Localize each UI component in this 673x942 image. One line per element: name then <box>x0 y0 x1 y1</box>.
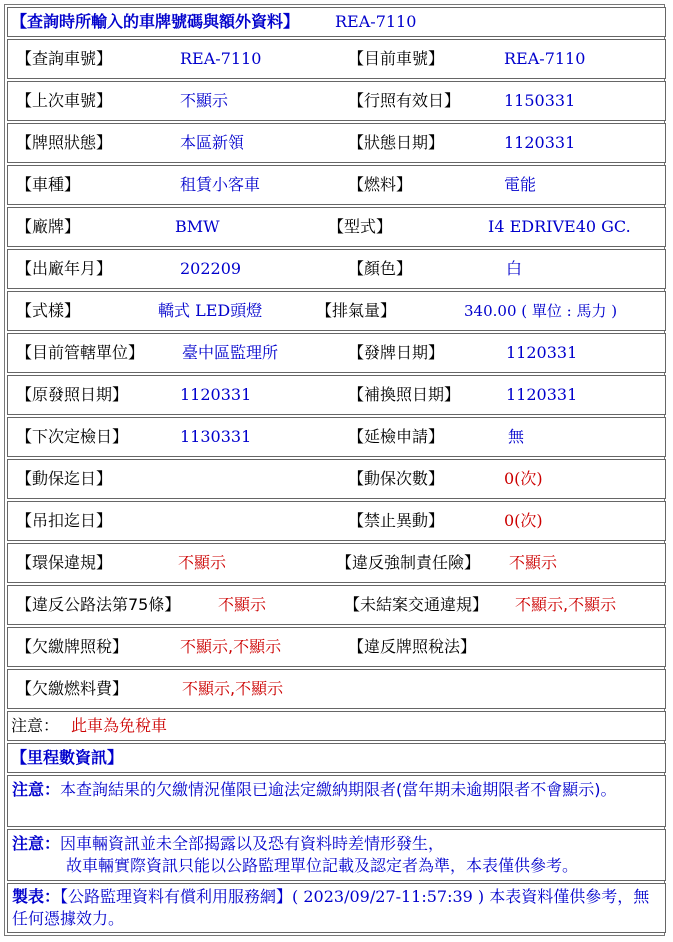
footer-timestamp: ( 2023/09/27-11:57:39 ) <box>292 887 485 906</box>
row-environmental <box>7 543 666 583</box>
value-highway-act: 不顯示 <box>218 595 267 614</box>
label-movable-lien-count: 【動保次數】 <box>348 469 445 488</box>
value-jurisdiction: 臺中區監理所 <box>182 343 279 362</box>
note2-line1: 因車輛資訊並未全部揭露以及恐有資料時差情形發生， <box>60 834 445 853</box>
label-status-date: 【狀態日期】 <box>348 133 445 152</box>
row-suspension-end <box>7 501 666 541</box>
row-highway-act <box>7 585 666 625</box>
label-color: 【顏色】 <box>348 259 413 278</box>
row-license-tax <box>7 627 666 667</box>
value-issue-date: 1120331 <box>506 343 578 362</box>
value-color: 白 <box>506 259 523 278</box>
footer-text: 本表資料僅供參考，無任何憑據效力。 <box>12 887 650 928</box>
row-body-style <box>7 291 666 331</box>
label-body-style: 【式樣】 <box>16 301 81 320</box>
mileage-title: 【里程數資訊】 <box>11 748 124 767</box>
row-plate-status <box>7 123 666 163</box>
header-title: 【查詢時所輸入的車牌號碼與額外資料】 <box>11 12 300 31</box>
value-fuel: 電能 <box>504 175 537 194</box>
label-original-issue: 【原發照日期】 <box>16 385 129 404</box>
label-movable-lien-end: 【動保迄日】 <box>16 469 113 488</box>
label-compulsory-insurance: 【違反強制責任險】 <box>336 553 481 572</box>
value-vehicle-type: 租賃小客車 <box>180 175 261 194</box>
label-license-tax-arrears: 【欠繳牌照稅】 <box>16 637 129 656</box>
note2-line2: 故車輛實際資訊只能以公路監理單位記載及認定者為準，本表僅供參考。 <box>66 856 579 875</box>
row-last-plate <box>7 81 666 121</box>
label-traffic-violation: 【未結案交通違規】 <box>344 595 489 614</box>
value-fuel-fee-arrears: 不顯示,不顯示 <box>182 679 284 698</box>
label-reissue-date: 【補換照日期】 <box>348 385 461 404</box>
label-suspension-end: 【吊扣迄日】 <box>16 511 113 530</box>
value-compulsory-insurance: 不顯示 <box>509 553 558 572</box>
value-manufacture-date: 202209 <box>180 259 242 278</box>
label-model: 【型式】 <box>328 217 393 236</box>
value-status-date: 1120331 <box>504 133 576 152</box>
label-last-plate: 【上次車號】 <box>16 91 113 110</box>
value-transfer-ban: 0(次) <box>504 511 543 530</box>
label-fuel-fee-arrears: 【欠繳燃料費】 <box>16 679 129 698</box>
value-plate-status: 本區新領 <box>180 133 245 152</box>
label-displacement: 【排氣量】 <box>316 301 397 320</box>
value-movable-lien-count: 0(次) <box>504 469 543 488</box>
row-movable-lien-end <box>7 459 666 499</box>
mileage-row <box>7 743 666 773</box>
tax-note-row <box>7 711 666 741</box>
label-highway-act: 【違反公路法第75條】 <box>16 595 181 614</box>
footer-label: 製表： <box>12 887 61 906</box>
header-plate: REA-7110 <box>335 12 417 31</box>
label-vehicle-type: 【車種】 <box>16 175 81 194</box>
note1-label: 注意： <box>12 780 61 799</box>
value-next-inspection: 1130331 <box>180 427 252 446</box>
header-row <box>7 7 666 37</box>
row-brand <box>7 207 666 247</box>
footer-row <box>7 883 666 933</box>
label-manufacture-date: 【出廠年月】 <box>16 259 113 278</box>
value-traffic-violation: 不顯示,不顯示 <box>515 595 617 614</box>
note2-block <box>12 833 659 877</box>
row-query-plate <box>7 39 666 79</box>
value-inspection-extension: 無 <box>508 427 525 446</box>
note2-label: 注意： <box>12 834 61 853</box>
label-environmental: 【環保違規】 <box>16 553 113 572</box>
row-fuel-fee <box>7 669 666 709</box>
value-license-valid: 1150331 <box>504 91 576 110</box>
row-original-issue <box>7 375 666 415</box>
footer-block <box>12 886 659 930</box>
value-last-plate: 不顯示 <box>180 91 229 110</box>
value-environmental: 不顯示 <box>178 553 227 572</box>
tax-note-text: 此車為免稅車 <box>71 716 168 735</box>
value-reissue-date: 1120331 <box>506 385 578 404</box>
note1-block <box>12 779 659 801</box>
value-original-issue: 1120331 <box>180 385 252 404</box>
label-inspection-extension: 【延檢申請】 <box>348 427 445 446</box>
label-issue-date: 【發牌日期】 <box>348 343 445 362</box>
value-body-style: 轎式 LED頭燈 <box>158 301 263 320</box>
label-transfer-ban: 【禁止異動】 <box>348 511 445 530</box>
label-jurisdiction: 【目前管轄單位】 <box>16 343 145 362</box>
value-model: I4 EDRIVE40 GC. <box>488 217 631 236</box>
tax-note-label: 注意： <box>11 716 60 735</box>
row-manufacture-date <box>7 249 666 289</box>
label-plate-status: 【牌照狀態】 <box>16 133 113 152</box>
label-brand: 【廠牌】 <box>16 217 81 236</box>
label-license-valid: 【行照有效日】 <box>348 91 461 110</box>
label-query-plate: 【查詢車號】 <box>16 49 113 68</box>
note2-row <box>7 829 666 881</box>
row-jurisdiction <box>7 333 666 373</box>
row-vehicle-type <box>7 165 666 205</box>
note1-text: 本查詢結果的欠繳情況僅限已逾法定繳納期限者(當年期未逾期限者不會顯示)。 <box>60 780 617 799</box>
value-brand: BMW <box>175 217 220 236</box>
label-fuel: 【燃料】 <box>348 175 413 194</box>
label-license-tax-violation: 【違反牌照稅法】 <box>348 637 477 656</box>
note1-row <box>7 775 666 827</box>
value-license-tax-arrears: 不顯示,不顯示 <box>180 637 282 656</box>
label-next-inspection: 【下次定檢日】 <box>16 427 129 446</box>
value-displacement: 340.00 ( 單位 : 馬力 ) <box>464 302 618 320</box>
row-next-inspection <box>7 417 666 457</box>
value-query-plate: REA-7110 <box>180 49 262 68</box>
value-current-plate: REA-7110 <box>504 49 586 68</box>
label-current-plate: 【目前車號】 <box>348 49 445 68</box>
footer-source: 【公路監理資料有償利用服務網】 <box>60 887 293 906</box>
